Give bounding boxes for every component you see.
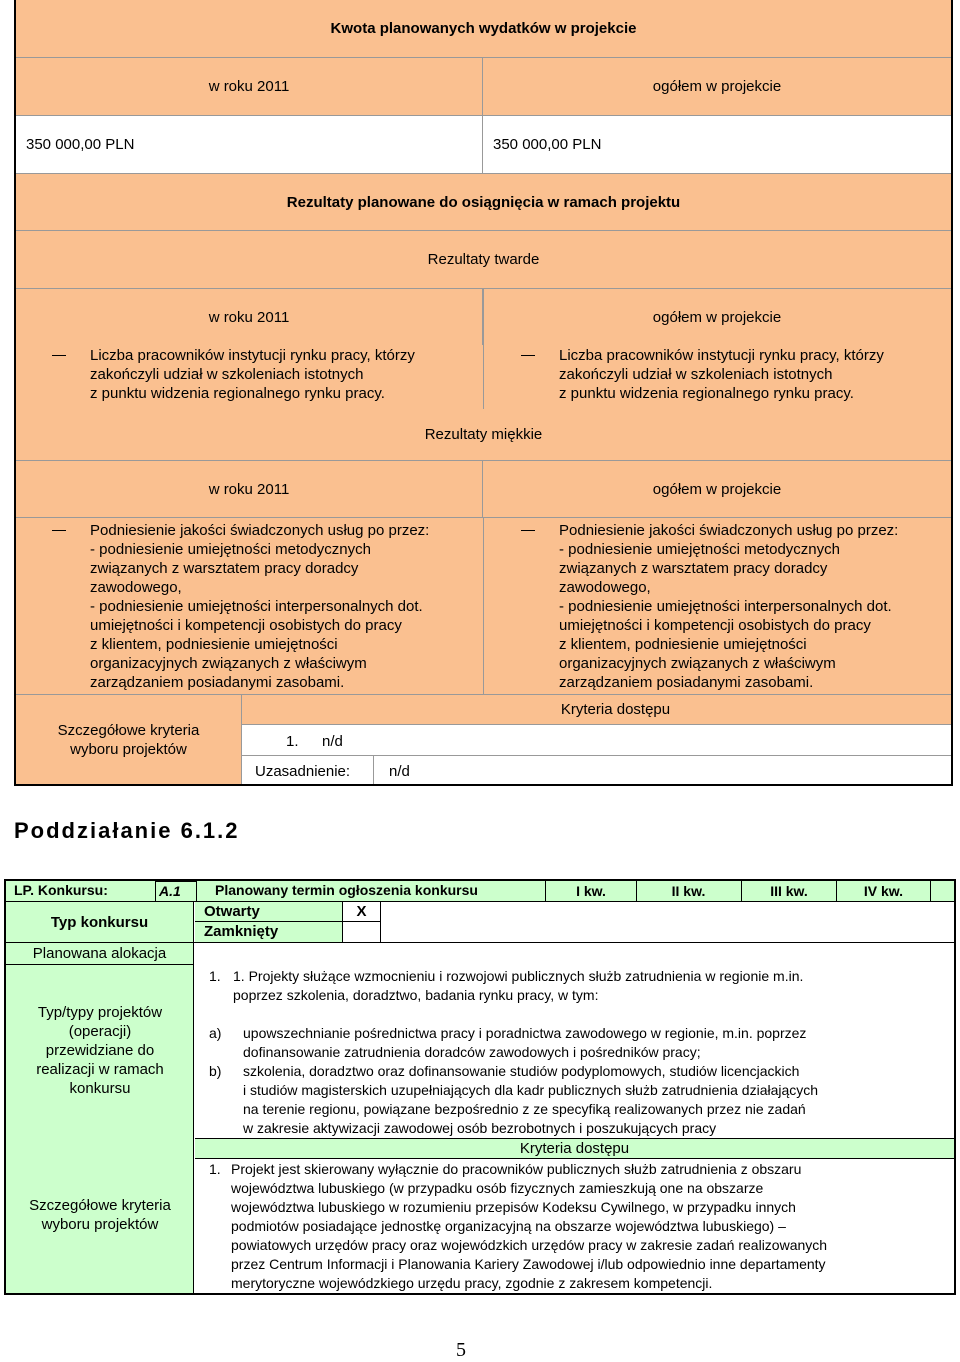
item-b-text: szkolenia, doradztwo oraz dofinansowanie studiów podyplomowych, studiów licencjackich i studiów magisterskich uzupełniających dla kadr publicznych służb zatrudnienia działających na terenie regionu, powiązane bezpośrednio z ze specyfiką realizowanych przez nie zadań w zakresie aktywizacji zawodowej osób bezrobotnych i poszukujących pracy [243, 1063, 819, 1136]
miekkie-header: Rezultaty miękkie [16, 409, 951, 461]
kryteria-dostepu-upper: Kryteria dostępu [560, 701, 671, 718]
typy-projektow-label: Typ/typy projektów (operacji) przewidziane do realizacji w ramach konkursu [36, 1004, 164, 1097]
kryteria-row-1 [242, 724, 951, 756]
zamkniety-checkbox[interactable] [343, 922, 381, 942]
twarde-total-text: Liczba pracowników instytucji rynku pracy, którzy zakończyli udział w szkoleniach istotnych z punktu widzenia regionalnego rynku pracy. [559, 347, 884, 402]
item-value: n/d [322, 733, 343, 750]
lp-value: A.1 [155, 881, 197, 901]
twarde-header: Rezultaty twarde [16, 231, 951, 289]
twarde-col-total: ogółem w projekcie [652, 308, 782, 326]
header-divider [930, 881, 931, 901]
miekkie-year-rest: - podniesienie umiejętności metodycznych związanych z warsztatem pracy doradcy zawodowego, - podniesienie umiejętności interpersonalnych dot. umiejętności i kompetencji osobistych do pracy z klientem, podniesienie umiejętności organizacyjnych związanych z właściwym zarządzaniem posiadanymi zasobami. [90, 541, 423, 691]
amount-total: 350 000,00 PLN [483, 116, 951, 174]
kwota-col-total: ogółem w projekcie [483, 58, 951, 116]
quarter-1: I kw. [576, 882, 606, 899]
item-b-label: b) [209, 1063, 222, 1079]
dash-bullet [521, 355, 535, 356]
uzasadnienie-value: n/d [389, 763, 410, 780]
typ-konkursu: Typ konkursu [6, 902, 194, 942]
dash-bullet [52, 530, 66, 531]
column-divider [483, 518, 484, 694]
rezultaty-header: Rezultaty planowane do osiągnięcia w ramach projektu [16, 174, 951, 231]
column-divider [483, 289, 484, 409]
szczegolowe-lower: Szczegółowe kryteria wyboru projektów [29, 1197, 171, 1233]
kryteria-dostepu-lower: Kryteria dostępu [195, 1139, 954, 1158]
twarde-total-item [521, 346, 941, 406]
zamkniety-label: Zamknięty [195, 922, 343, 942]
miekkie-col-total: ogółem w projekcie [483, 461, 951, 518]
lp-label: LP. Konkursu: [14, 882, 108, 898]
miekkie-total-first: Podniesienie jakości świadczonych usług po przez: [559, 522, 899, 539]
kryterium-num: 1. [209, 1161, 221, 1177]
twarde-year-text: Liczba pracowników instytucji rynku pracy, którzy zakończyli udział w szkoleniach istotnych z punktu widzenia regionalnego rynku pracy. [90, 347, 415, 402]
item-a-text: upowszechnianie pośrednictwa pracy i poradnictwa zawodowego w regionie, m.in. poprzez dofinansowanie zatrudnienia doradców zawodowych i pośredników pracy; [243, 1025, 807, 1060]
amount-year: 350 000,00 PLN [16, 116, 483, 174]
kwota-col-year: w roku 2011 [16, 58, 483, 116]
quarter-4: IV kw. [863, 882, 904, 899]
row-line [195, 1158, 954, 1159]
section-title: Poddziałanie 6.1.2 [14, 818, 240, 843]
quarter-3: III kw. [770, 882, 808, 899]
termin-label: Planowany termin ogłoszenia konkursu [215, 882, 478, 898]
uzasadnienie-label: Uzasadnienie: [242, 756, 374, 784]
alokacja-label: Planowana alokacja [6, 943, 194, 964]
twarde-year-item [52, 346, 472, 406]
dash-bullet [52, 355, 66, 356]
otwarty-label: Otwarty [195, 902, 343, 922]
miekkie-year-first: Podniesienie jakości świadczonych usług po przez: [90, 522, 430, 539]
item-a-label: a) [209, 1025, 222, 1041]
projekt-title: 1. Projekty służące wzmocnieniu i rozwojowi publicznych służb zatrudnienia w regionie m.in. poprzez szkolenia, doradztwo, badania rynku pracy, w tym: [233, 968, 804, 1003]
kryterium-text: Projekt jest skierowany wyłącznie do pracowników publicznych służb zatrudnienia z obszaru województwa lubuskiego (w przypadku osób fizycznych zamieszkują one na obszarze województwa lubuskiego w rozumieniu przepisów Kodeksu Cywilnego, w przypadku innych podmiotów posiadające jednostkę organizacyjną na obszarze województwa lubuskiego) – powiatowych urzędów pracy oraz wojewódzkich urzędów pracy w zakresie zadań realizowanych przez Centrum Informacji i Planowania Kariery Zawodowej i/lub odpowiednio inne departamenty merytoryczne wojewódzkiego urzędu pracy, zgodnie z zakresem kompetencji. [231, 1161, 828, 1291]
projekt-num: 1. [209, 968, 221, 984]
dash-bullet [521, 530, 535, 531]
otwarty-mark[interactable]: X [343, 902, 381, 922]
miekkie-col-year: w roku 2011 [16, 461, 483, 518]
szczegolowe-upper: Szczegółowe kryteria wyboru projektów [16, 695, 242, 784]
item-number: 1. [286, 733, 299, 750]
page-number: 5 [456, 1339, 466, 1361]
miekkie-total-rest: - podniesienie umiejętności metodycznych związanych z warsztatem pracy doradcy zawodowego, - podniesienie umiejętności interpersonalnych dot. umiejętności i kompetencji osobistych do pracy z klientem, podniesienie umiejętności organizacyjnych związanych z właściwym zarządzaniem posiadanymi zasobami. [559, 541, 892, 691]
quarter-2: II kw. [671, 882, 706, 899]
kwota-header: Kwota planowanych wydatków w projekcie [16, 0, 951, 58]
twarde-col-year: w roku 2011 [16, 289, 483, 345]
